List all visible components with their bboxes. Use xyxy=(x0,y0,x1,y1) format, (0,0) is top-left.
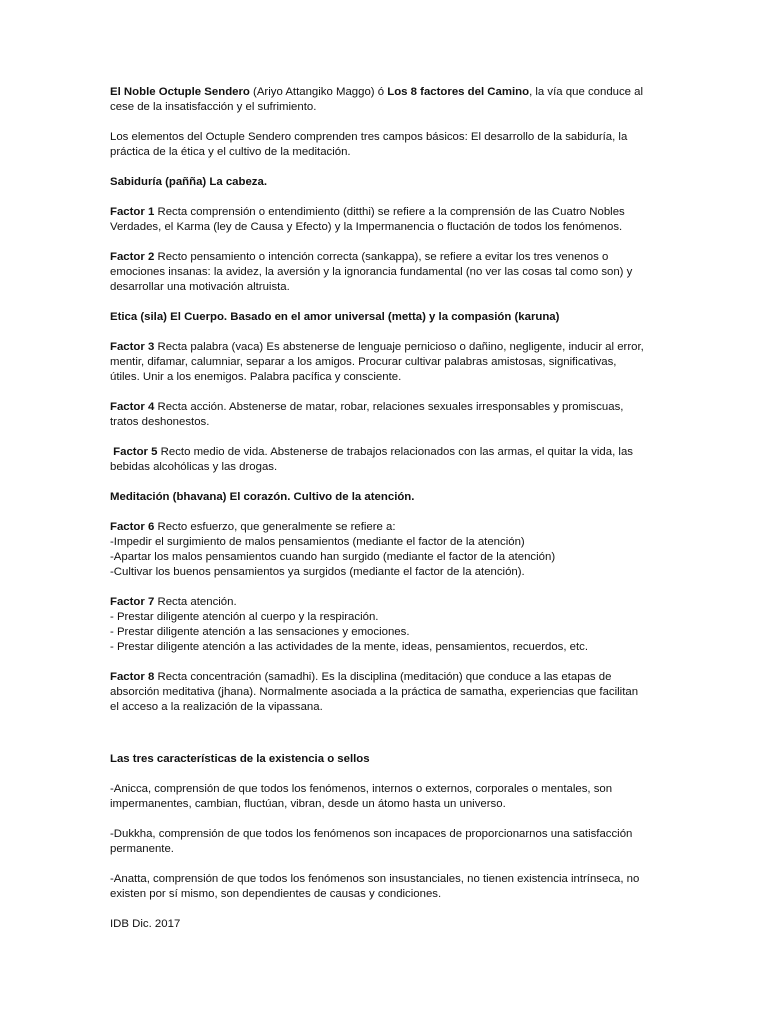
factor-3-paragraph: Factor 3 Recta palabra (vaca) Es abstenerse de lenguaje pernicioso o dañino, negligente, inducir al error, mentir, difamar, calumniar, separar a los amigos. Procurar cultivar palabras amistosas, significativas, útiles. Unir a los enemigos. Palabra pacífica y consciente. xyxy=(110,341,644,383)
section-heading-meditation: Meditación (bhavana) El corazón. Cultivo de la atención. xyxy=(110,491,415,503)
factor-label: Factor 6 xyxy=(110,521,155,533)
factor-2-paragraph: Factor 2 Recto pensamiento o intención correcta (sankappa), se refiere a evitar los tres venenos o emociones insanas: la avidez, la aversión y la ignorancia fundamental (no ver las cosas tal como son) y desarrollar una motivación altruista. xyxy=(110,251,633,293)
factor-1-paragraph: Factor 1 Recta comprensión o entendimiento (ditthi) se refiere a la comprensión de las Cuatro Nobles Verdades, el Karma (ley de Causa y Efecto) y la Impermanencia o fluctación de todos los fenómenos. xyxy=(110,206,625,233)
doc-subtitle: Los 8 factores del Camino xyxy=(387,86,530,98)
document-page xyxy=(110,85,665,932)
factor-5-paragraph: Factor 5 Recto medio de vida. Abstenerse de trabajos relacionados con las armas, el quitar la vida, las bebidas alcohólicas y las drogas. xyxy=(110,446,633,473)
doc-title: El Noble Octuple Sendero xyxy=(110,86,250,98)
seal-anatta-paragraph: -Anatta, comprensión de que todos los fenómenos son insustanciales, no tienen existencia intrínseca, no existen por sí mismo, son dependientes de causas y condiciones. xyxy=(110,873,640,900)
section-heading-seals: Las tres características de la existencia o sellos xyxy=(110,753,370,765)
intro-line-2: cese de la insatisfacción y el sufrimiento. xyxy=(110,101,317,113)
factor-label: Factor 3 xyxy=(110,341,155,353)
factor-8-paragraph: Factor 8 Recta concentración (samadhi). Es la disciplina (meditación) que conduce a las etapas de absorción meditativa (jhana). Normalmente asociada a la práctica de samatha, experiencias que facilitan el acceso a la realización de la vipassana. xyxy=(110,671,639,713)
seal-dukkha-paragraph: -Dukkha, comprensión de que todos los fenómenos son incapaces de proporcionarnos una satisfacción permanente. xyxy=(110,828,633,855)
factor-label: Factor 5 xyxy=(110,446,158,458)
factor-label: Factor 1 xyxy=(110,206,155,218)
elements-line-2: práctica de la ética y el cultivo de la meditación. xyxy=(110,146,351,158)
factor-label: Factor 4 xyxy=(110,401,155,413)
elements-line-1: Los elementos del Octuple Sendero comprenden tres campos básicos: El desarrollo de la sabiduría, la xyxy=(110,131,628,143)
seal-anicca-paragraph: -Anicca, comprensión de que todos los fenómenos, internos o externos, corporales o mentales, son impermanentes, cambian, fluctúan, vibran, desde un átomo hasta un universo. xyxy=(110,783,613,810)
factor-label: Factor 2 xyxy=(110,251,155,263)
factor-label: Factor 8 xyxy=(110,671,155,683)
factor-label: Factor 7 xyxy=(110,596,155,608)
factor-4-paragraph: Factor 4 Recta acción. Abstenerse de matar, robar, relaciones sexuales irresponsables y promiscuas, tratos deshonestos. xyxy=(110,401,624,428)
factor-7-paragraph: Factor 7 Recta atención. - Prestar diligente atención al cuerpo y la respiración. - Prestar diligente atención a las sensaciones y emociones. - Prestar diligente atención a las actividades de la mente, ideas, pensamientos, recuerdos, etc. xyxy=(110,596,589,653)
factor-6-paragraph: Factor 6 Recto esfuerzo, que generalmente se refiere a: -Impedir el surgimiento de malos pensamientos (mediante el factor de la atención) -Apartar los malos pensamientos cuando han surgido (mediante el factor de la atención) -Cultivar los buenos pensamientos ya surgidos (mediante el factor de la atención). xyxy=(110,521,556,578)
section-heading-wisdom: Sabiduría (pañña) La cabeza. xyxy=(110,176,267,188)
intro-line-1: El Noble Octuple Sendero (Ariyo Attangiko Maggo) ó Los 8 factores del Camino, la vía que conduce al xyxy=(110,86,644,98)
section-heading-ethics: Etica (sila) El Cuerpo. Basado en el amor universal (metta) y la compasión (karuna) xyxy=(110,311,560,323)
footer-signature: IDB Dic. 2017 xyxy=(110,918,181,930)
